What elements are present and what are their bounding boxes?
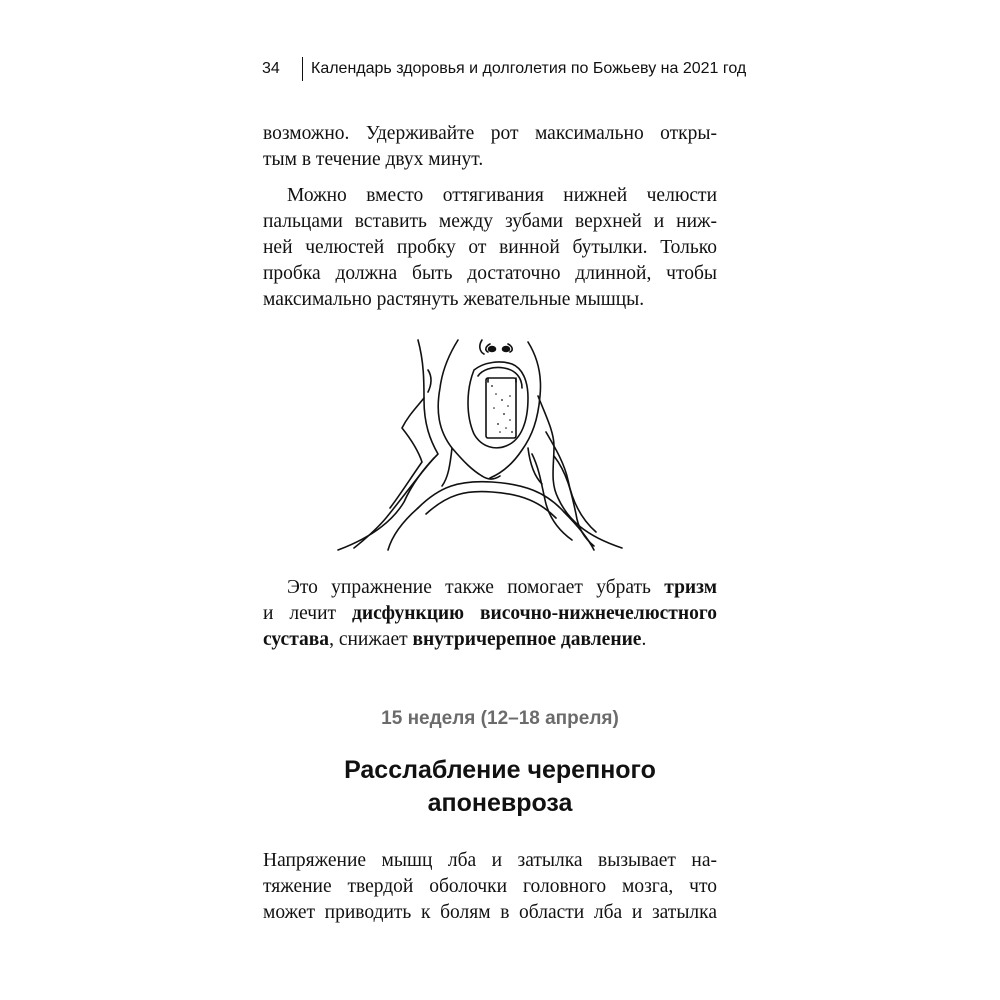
paragraph-line	[263, 575, 717, 601]
page-number: 34	[262, 60, 280, 77]
paragraph-line: тым в течение двух минут.	[263, 149, 484, 170]
paragraph-line: возможно. Удерживайте рот максимально откры-	[263, 123, 717, 144]
paragraph-line: может приводить к болям в области лба и затылка	[263, 902, 717, 923]
woman-open-mouth-cork-illustration	[332, 336, 628, 552]
text-run: Это упражнение также помогает убрать	[287, 577, 665, 598]
paragraph-line: пальцами вставить между зубами верхней и ниж-	[263, 211, 717, 232]
paragraph-line: ней челюстей пробку от винной бутылки. Только	[263, 237, 717, 258]
paragraph-line	[263, 627, 717, 653]
section-title	[0, 754, 1000, 820]
header-divider	[302, 57, 303, 81]
paragraph-line: Напряжение мышц лба и затылка вызывает на-	[263, 850, 717, 871]
paragraph-line: Можно вместо оттягивания нижней челюсти	[287, 185, 717, 206]
week-heading: 15 неделя (12–18 апреля)	[381, 708, 619, 729]
running-header	[262, 56, 746, 82]
section-title-line: апоневроза	[427, 789, 573, 817]
section-title-line: Расслабление черепного	[344, 756, 656, 784]
paragraph-line: пробка должна быть достаточно длинной, чтобы	[263, 263, 717, 284]
paragraph-2	[263, 183, 717, 313]
text-run: , снижает	[329, 629, 413, 650]
paragraph-line: максимально растянуть жевательные мышцы.	[263, 289, 645, 310]
bold-term: дисфункцию височно-нижнечелюстного	[351, 603, 717, 624]
paragraph-4	[263, 848, 717, 926]
paragraph-line	[263, 601, 717, 627]
text-run: и лечит	[263, 603, 352, 624]
bold-term: сустава	[263, 629, 330, 650]
paragraph-line: тяжение твердой оболочки головного мозга, что	[263, 876, 717, 897]
text-run: .	[641, 629, 647, 650]
bold-term: тризм	[664, 577, 717, 598]
bold-term: внутричерепное давление	[412, 629, 642, 650]
paragraph-1	[263, 121, 717, 173]
paragraph-3	[263, 575, 717, 653]
running-title: Календарь здоровья и долголетия по Божьеву на 2021 год	[311, 60, 747, 77]
